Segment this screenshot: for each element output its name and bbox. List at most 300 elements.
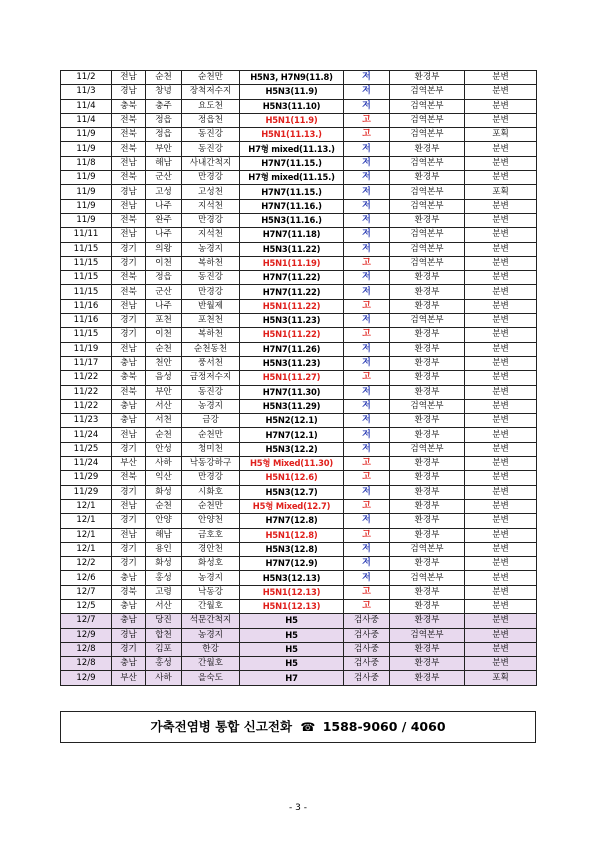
sample-type-cell: 분변	[465, 642, 537, 656]
table-row	[61, 428, 537, 442]
location-cell: 복하천	[182, 328, 240, 342]
hotline-numbers: 1588-9060 / 4060	[322, 719, 446, 734]
province-cell: 전남	[112, 228, 146, 242]
city-cell: 충주	[146, 99, 182, 113]
location-cell: 동진강	[182, 142, 240, 156]
subtype-cell: H7N7(11.18)	[240, 228, 344, 242]
city-cell: 안양	[146, 514, 182, 528]
city-cell: 홍성	[146, 657, 182, 671]
location-cell: 석문간척지	[182, 614, 240, 628]
subtype-cell: H5N3(12.7)	[240, 485, 344, 499]
agency-cell: 환경부	[390, 142, 465, 156]
table-row	[61, 385, 537, 399]
city-cell: 서천	[146, 414, 182, 428]
city-cell: 순천	[146, 342, 182, 356]
location-cell: 낙동강하구	[182, 457, 240, 471]
date-cell: 12/1	[61, 542, 112, 556]
province-cell: 전남	[112, 156, 146, 170]
date-cell: 11/22	[61, 399, 112, 413]
agency-cell: 환경부	[390, 213, 465, 227]
pathogenicity-cell: 고	[344, 256, 390, 270]
sample-type-cell: 분변	[465, 499, 537, 513]
pathogenicity-cell: 고	[344, 528, 390, 542]
table-row	[61, 642, 537, 656]
sample-type-cell: 분변	[465, 356, 537, 370]
pathogenicity-cell: 검사중	[344, 657, 390, 671]
subtype-cell: H5N3(11.16.)	[240, 213, 344, 227]
location-cell: 금호호	[182, 528, 240, 542]
location-cell: 경안천	[182, 542, 240, 556]
city-cell: 창녕	[146, 85, 182, 99]
table-row	[61, 228, 537, 242]
subtype-cell: H7N7(11.16.)	[240, 199, 344, 213]
agency-cell: 검역본부	[390, 113, 465, 127]
table-row	[61, 242, 537, 256]
province-cell: 전남	[112, 342, 146, 356]
sample-type-cell: 분변	[465, 71, 537, 85]
location-cell: 청미천	[182, 442, 240, 456]
agency-cell: 환경부	[390, 299, 465, 313]
table-row	[61, 356, 537, 370]
pathogenicity-cell: 고	[344, 299, 390, 313]
pathogenicity-cell: 저	[344, 285, 390, 299]
subtype-cell: H5N1(12.13)	[240, 585, 344, 599]
table-row	[61, 499, 537, 513]
pathogenicity-cell: 저	[344, 99, 390, 113]
table-row	[61, 213, 537, 227]
pathogenicity-cell: 고	[344, 371, 390, 385]
sample-type-cell: 분변	[465, 285, 537, 299]
pathogenicity-cell: 저	[344, 228, 390, 242]
subtype-cell: H7N7(11.15.)	[240, 156, 344, 170]
date-cell: 11/9	[61, 142, 112, 156]
city-cell: 서산	[146, 399, 182, 413]
pathogenicity-cell: 고	[344, 499, 390, 513]
date-cell: 11/4	[61, 113, 112, 127]
agency-cell: 환경부	[390, 342, 465, 356]
location-cell: 을숙도	[182, 671, 240, 685]
agency-cell: 검역본부	[390, 628, 465, 642]
province-cell: 전남	[112, 428, 146, 442]
date-cell: 12/6	[61, 571, 112, 585]
province-cell: 경기	[112, 242, 146, 256]
sample-type-cell: 분변	[465, 314, 537, 328]
city-cell: 화성	[146, 485, 182, 499]
city-cell: 김포	[146, 642, 182, 656]
city-cell: 순천	[146, 499, 182, 513]
subtype-cell: H5	[240, 628, 344, 642]
agency-cell: 검역본부	[390, 399, 465, 413]
pathogenicity-cell: 고	[344, 585, 390, 599]
location-cell: 농경지	[182, 399, 240, 413]
sample-type-cell: 분변	[465, 213, 537, 227]
agency-cell: 환경부	[390, 428, 465, 442]
date-cell: 11/22	[61, 371, 112, 385]
agency-cell: 검역본부	[390, 128, 465, 142]
province-cell: 충남	[112, 571, 146, 585]
date-cell: 11/11	[61, 228, 112, 242]
table-row	[61, 614, 537, 628]
sample-type-cell: 포획	[465, 671, 537, 685]
location-cell: 만경강	[182, 213, 240, 227]
subtype-cell: H5N1(11.27)	[240, 371, 344, 385]
subtype-cell: H5N1(11.13.)	[240, 128, 344, 142]
subtype-cell: H7N7(11.22)	[240, 285, 344, 299]
sample-type-cell: 분변	[465, 342, 537, 356]
pathogenicity-cell: 저	[344, 414, 390, 428]
table-row	[61, 199, 537, 213]
pathogenicity-cell: 저	[344, 399, 390, 413]
city-cell: 용인	[146, 542, 182, 556]
table-row	[61, 314, 537, 328]
location-cell: 안양천	[182, 514, 240, 528]
province-cell: 경기	[112, 485, 146, 499]
province-cell: 전북	[112, 128, 146, 142]
table-row	[61, 599, 537, 613]
city-cell: 완주	[146, 213, 182, 227]
province-cell: 전북	[112, 471, 146, 485]
location-cell: 장척저수지	[182, 85, 240, 99]
agency-cell: 환경부	[390, 385, 465, 399]
province-cell: 경북	[112, 585, 146, 599]
sample-type-cell: 분변	[465, 414, 537, 428]
province-cell: 경기	[112, 442, 146, 456]
location-cell: 지석천	[182, 199, 240, 213]
sample-type-cell: 분변	[465, 171, 537, 185]
table-row	[61, 585, 537, 599]
sample-type-cell: 분변	[465, 199, 537, 213]
city-cell: 고성	[146, 185, 182, 199]
location-cell: 순천만	[182, 71, 240, 85]
date-cell: 12/8	[61, 642, 112, 656]
pathogenicity-cell: 저	[344, 142, 390, 156]
pathogenicity-cell: 검사중	[344, 614, 390, 628]
date-cell: 11/15	[61, 256, 112, 270]
subtype-cell: H5N3, H7N9(11.8)	[240, 71, 344, 85]
date-cell: 11/29	[61, 471, 112, 485]
pathogenicity-cell: 저	[344, 571, 390, 585]
location-cell: 요도천	[182, 99, 240, 113]
province-cell: 부산	[112, 671, 146, 685]
city-cell: 이천	[146, 328, 182, 342]
city-cell: 합천	[146, 628, 182, 642]
table-row	[61, 371, 537, 385]
subtype-cell: H5	[240, 642, 344, 656]
table-row	[61, 271, 537, 285]
date-cell: 12/2	[61, 557, 112, 571]
pathogenicity-cell: 검사중	[344, 642, 390, 656]
agency-cell: 환경부	[390, 485, 465, 499]
agency-cell: 검역본부	[390, 571, 465, 585]
table-row	[61, 328, 537, 342]
date-cell: 11/23	[61, 414, 112, 428]
province-cell: 충남	[112, 657, 146, 671]
agency-cell: 환경부	[390, 328, 465, 342]
sample-type-cell: 분변	[465, 242, 537, 256]
location-cell: 반월제	[182, 299, 240, 313]
table-row	[61, 299, 537, 313]
pathogenicity-cell: 저	[344, 171, 390, 185]
date-cell: 11/15	[61, 285, 112, 299]
pathogenicity-cell: 고	[344, 328, 390, 342]
sample-type-cell: 분변	[465, 542, 537, 556]
pathogenicity-cell: 고	[344, 471, 390, 485]
city-cell: 정읍	[146, 128, 182, 142]
date-cell: 12/1	[61, 499, 112, 513]
pathogenicity-cell: 검사중	[344, 671, 390, 685]
agency-cell: 검역본부	[390, 442, 465, 456]
pathogenicity-cell: 저	[344, 385, 390, 399]
date-cell: 11/9	[61, 171, 112, 185]
date-cell: 11/22	[61, 385, 112, 399]
sample-type-cell: 분변	[465, 271, 537, 285]
pathogenicity-cell: 저	[344, 428, 390, 442]
city-cell: 순천	[146, 428, 182, 442]
city-cell: 나주	[146, 228, 182, 242]
date-cell: 11/16	[61, 314, 112, 328]
subtype-cell: H5N1(11.22)	[240, 328, 344, 342]
sample-type-cell: 분변	[465, 599, 537, 613]
city-cell: 이천	[146, 256, 182, 270]
pathogenicity-cell: 검사중	[344, 628, 390, 642]
agency-cell: 검역본부	[390, 99, 465, 113]
city-cell: 군산	[146, 285, 182, 299]
agency-cell: 환경부	[390, 642, 465, 656]
date-cell: 12/1	[61, 528, 112, 542]
table-row	[61, 99, 537, 113]
city-cell: 나주	[146, 299, 182, 313]
sample-type-cell: 분변	[465, 428, 537, 442]
date-cell: 12/5	[61, 599, 112, 613]
location-cell: 사내간척지	[182, 156, 240, 170]
subtype-cell: H5형 Mixed(12.7)	[240, 499, 344, 513]
agency-cell: 환경부	[390, 514, 465, 528]
province-cell: 전북	[112, 285, 146, 299]
date-cell: 11/29	[61, 485, 112, 499]
date-cell: 11/15	[61, 242, 112, 256]
pathogenicity-cell: 저	[344, 199, 390, 213]
city-cell: 익산	[146, 471, 182, 485]
subtype-cell: H7N7(12.8)	[240, 514, 344, 528]
agency-cell: 환경부	[390, 499, 465, 513]
hotline-box	[60, 711, 536, 743]
city-cell: 군산	[146, 171, 182, 185]
subtype-cell: H5N1(11.9)	[240, 113, 344, 127]
table-row	[61, 671, 537, 685]
subtype-cell: H5N1(11.22)	[240, 299, 344, 313]
city-cell: 나주	[146, 199, 182, 213]
sample-type-cell: 포획	[465, 185, 537, 199]
location-cell: 순천동천	[182, 342, 240, 356]
date-cell: 12/7	[61, 614, 112, 628]
agency-cell: 환경부	[390, 371, 465, 385]
city-cell: 사하	[146, 457, 182, 471]
city-cell: 천안	[146, 356, 182, 370]
agency-cell: 환경부	[390, 657, 465, 671]
province-cell: 전남	[112, 528, 146, 542]
table-row	[61, 557, 537, 571]
location-cell: 복하천	[182, 256, 240, 270]
location-cell: 동진강	[182, 128, 240, 142]
province-cell: 충북	[112, 99, 146, 113]
location-cell: 간월호	[182, 599, 240, 613]
subtype-cell: H7N7(11.26)	[240, 342, 344, 356]
sample-type-cell: 분변	[465, 528, 537, 542]
table-row	[61, 414, 537, 428]
location-cell: 순천만	[182, 428, 240, 442]
agency-cell: 검역본부	[390, 85, 465, 99]
agency-cell: 환경부	[390, 356, 465, 370]
agency-cell: 환경부	[390, 414, 465, 428]
city-cell: 홍성	[146, 571, 182, 585]
location-cell: 만경강	[182, 285, 240, 299]
city-cell: 음성	[146, 371, 182, 385]
subtype-cell: H5N3(12.8)	[240, 542, 344, 556]
table-row	[61, 457, 537, 471]
subtype-cell: H5N3(11.23)	[240, 356, 344, 370]
agency-cell: 환경부	[390, 457, 465, 471]
subtype-cell: H5N1(11.19)	[240, 256, 344, 270]
date-cell: 11/16	[61, 299, 112, 313]
subtype-cell: H5N1(12.13)	[240, 599, 344, 613]
subtype-cell: H5N2(12.1)	[240, 414, 344, 428]
subtype-cell: H7N7(11.15.)	[240, 185, 344, 199]
location-cell: 만경강	[182, 471, 240, 485]
location-cell: 지석천	[182, 228, 240, 242]
sample-type-cell: 분변	[465, 614, 537, 628]
date-cell: 11/3	[61, 85, 112, 99]
province-cell: 경남	[112, 85, 146, 99]
sample-type-cell: 분변	[465, 399, 537, 413]
city-cell: 의왕	[146, 242, 182, 256]
sample-type-cell: 분변	[465, 228, 537, 242]
sample-type-cell: 분변	[465, 457, 537, 471]
location-cell: 금정저수지	[182, 371, 240, 385]
agency-cell: 환경부	[390, 471, 465, 485]
sample-type-cell: 분변	[465, 471, 537, 485]
province-cell: 전북	[112, 213, 146, 227]
table-row	[61, 285, 537, 299]
city-cell: 정읍	[146, 271, 182, 285]
sample-type-cell: 분변	[465, 485, 537, 499]
location-cell: 시화호	[182, 485, 240, 499]
sample-type-cell: 분변	[465, 256, 537, 270]
city-cell: 고령	[146, 585, 182, 599]
date-cell: 11/8	[61, 156, 112, 170]
subtype-cell: H7형 mixed(11.13.)	[240, 142, 344, 156]
hotline-title: 가축전염병 통합 신고전화	[150, 719, 293, 734]
location-cell: 정읍천	[182, 113, 240, 127]
subtype-cell: H5N3(12.13)	[240, 571, 344, 585]
province-cell: 전북	[112, 271, 146, 285]
table-row	[61, 442, 537, 456]
date-cell: 12/9	[61, 671, 112, 685]
table-row	[61, 514, 537, 528]
city-cell: 포천	[146, 314, 182, 328]
agency-cell: 환경부	[390, 557, 465, 571]
province-cell: 전북	[112, 142, 146, 156]
table-row	[61, 171, 537, 185]
table-row	[61, 185, 537, 199]
location-cell: 고성천	[182, 185, 240, 199]
pathogenicity-cell: 저	[344, 85, 390, 99]
pathogenicity-cell: 저	[344, 242, 390, 256]
agency-cell: 환경부	[390, 614, 465, 628]
agency-cell: 검역본부	[390, 156, 465, 170]
pathogenicity-cell: 저	[344, 442, 390, 456]
subtype-cell: H5	[240, 614, 344, 628]
city-cell: 사하	[146, 671, 182, 685]
agency-cell: 환경부	[390, 671, 465, 685]
pathogenicity-cell: 저	[344, 271, 390, 285]
agency-cell: 환경부	[390, 585, 465, 599]
province-cell: 전남	[112, 299, 146, 313]
sample-type-cell: 분변	[465, 571, 537, 585]
date-cell: 12/8	[61, 657, 112, 671]
sample-type-cell: 분변	[465, 142, 537, 156]
date-cell: 11/9	[61, 199, 112, 213]
subtype-cell: H5N3(11.22)	[240, 242, 344, 256]
avian-influenza-detection-table	[60, 70, 537, 686]
city-cell: 서산	[146, 599, 182, 613]
sample-type-cell: 분변	[465, 328, 537, 342]
table-row	[61, 528, 537, 542]
city-cell: 부안	[146, 385, 182, 399]
province-cell: 전북	[112, 113, 146, 127]
pathogenicity-cell: 저	[344, 485, 390, 499]
city-cell: 당진	[146, 614, 182, 628]
location-cell: 동진강	[182, 271, 240, 285]
date-cell: 11/9	[61, 213, 112, 227]
agency-cell: 환경부	[390, 599, 465, 613]
pathogenicity-cell: 고	[344, 457, 390, 471]
table-row	[61, 342, 537, 356]
pathogenicity-cell: 저	[344, 185, 390, 199]
location-cell: 농경지	[182, 242, 240, 256]
province-cell: 충남	[112, 399, 146, 413]
table-row	[61, 142, 537, 156]
sample-type-cell: 분변	[465, 557, 537, 571]
province-cell: 경남	[112, 628, 146, 642]
province-cell: 경기	[112, 328, 146, 342]
sample-type-cell: 포획	[465, 128, 537, 142]
subtype-cell: H5N3(11.23)	[240, 314, 344, 328]
pathogenicity-cell: 저	[344, 557, 390, 571]
date-cell: 12/9	[61, 628, 112, 642]
table-row	[61, 128, 537, 142]
table-row	[61, 485, 537, 499]
date-cell: 11/2	[61, 71, 112, 85]
subtype-cell: H7N7(11.22)	[240, 271, 344, 285]
date-cell: 11/24	[61, 457, 112, 471]
location-cell: 순천만	[182, 499, 240, 513]
agency-cell: 검역본부	[390, 242, 465, 256]
date-cell: 11/17	[61, 356, 112, 370]
subtype-cell: H5N1(12.8)	[240, 528, 344, 542]
city-cell: 순천	[146, 71, 182, 85]
province-cell: 충남	[112, 614, 146, 628]
table-row	[61, 628, 537, 642]
province-cell: 충남	[112, 414, 146, 428]
province-cell: 경기	[112, 542, 146, 556]
subtype-cell: H5N1(12.6)	[240, 471, 344, 485]
province-cell: 충북	[112, 371, 146, 385]
province-cell: 충남	[112, 356, 146, 370]
page-number: - 3 -	[289, 803, 307, 813]
agency-cell: 환경부	[390, 71, 465, 85]
subtype-cell: H5	[240, 657, 344, 671]
pathogenicity-cell: 저	[344, 314, 390, 328]
